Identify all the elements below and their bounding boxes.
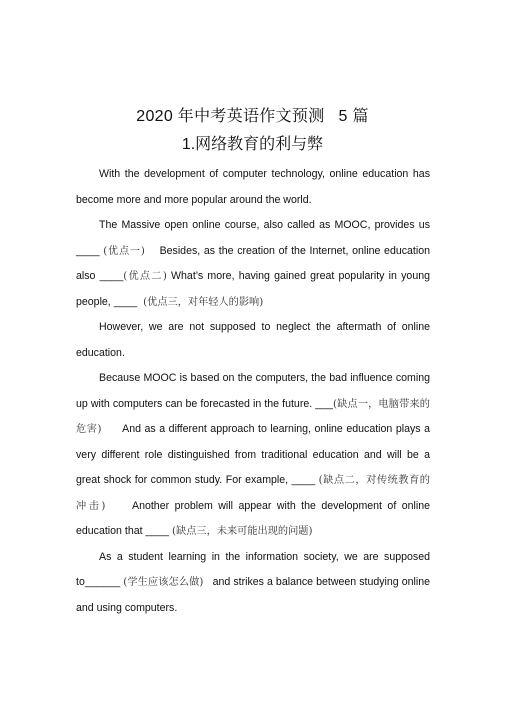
disadvantages-text-3: Another problem will appear with the development of online education that ____	[76, 499, 430, 537]
disadvantage-hint-2: (缺点二，对传统教育的冲击)	[76, 475, 430, 512]
advantage-hint-3: (优点三，对年轻人的影响)	[143, 296, 264, 308]
disadvantages-text-2: And as a different approach to learning, online education plays a very different role distinguished from traditional education and will be a great shock for common study. For example, ____	[76, 423, 430, 486]
disadvantage-hint-3: (缺点三，未来可能出现的问题)	[172, 526, 313, 537]
conclusion-text-2: and strikes a balance between studying online and using computers.	[76, 576, 430, 614]
advantages-text-1: The Massive open online course, also called as MOOC, provides us ____	[76, 219, 430, 257]
conclusion-hint: (学生应该怎么做)	[123, 577, 204, 588]
paragraph-intro-text: With the development of computer technology, online education has become more and more popular around the world.	[76, 168, 430, 206]
document-title	[0, 103, 505, 126]
advantage-hint-2: (优点二)	[123, 271, 167, 282]
conclusion-text-1: As a student learning in the information society, we are supposed to______	[76, 550, 430, 588]
paragraph-transition-text: However, we are not supposed to neglect the aftermath of online education.	[76, 321, 430, 359]
advantages-text-2: Besides, as the creation of the Internet, online education also ____	[76, 244, 431, 282]
paragraph-advantages	[76, 213, 430, 315]
advantages-text-3: What’s more, having gained great popularity in young people, ____	[76, 270, 430, 308]
disadvantage-hint-1: (缺点一，电脑带来的危害)	[76, 398, 430, 435]
paragraph-disadvantages	[76, 366, 430, 545]
document-title-count: 5 篇	[338, 108, 369, 125]
advantage-hint-1: (优点一)	[103, 245, 145, 257]
paragraph-transition	[76, 315, 430, 366]
section-title: 1.网络教育的利与弊	[181, 136, 324, 153]
paragraph-conclusion	[76, 545, 430, 622]
disadvantages-text-1: Because MOOC is based on the computers, the bad influence coming up with computers can be forecasted in the future. ___	[76, 372, 430, 410]
paragraph-intro	[76, 162, 430, 213]
document-title-main: 2020 年中考英语作文预测	[136, 108, 325, 125]
essay-body	[76, 162, 430, 621]
